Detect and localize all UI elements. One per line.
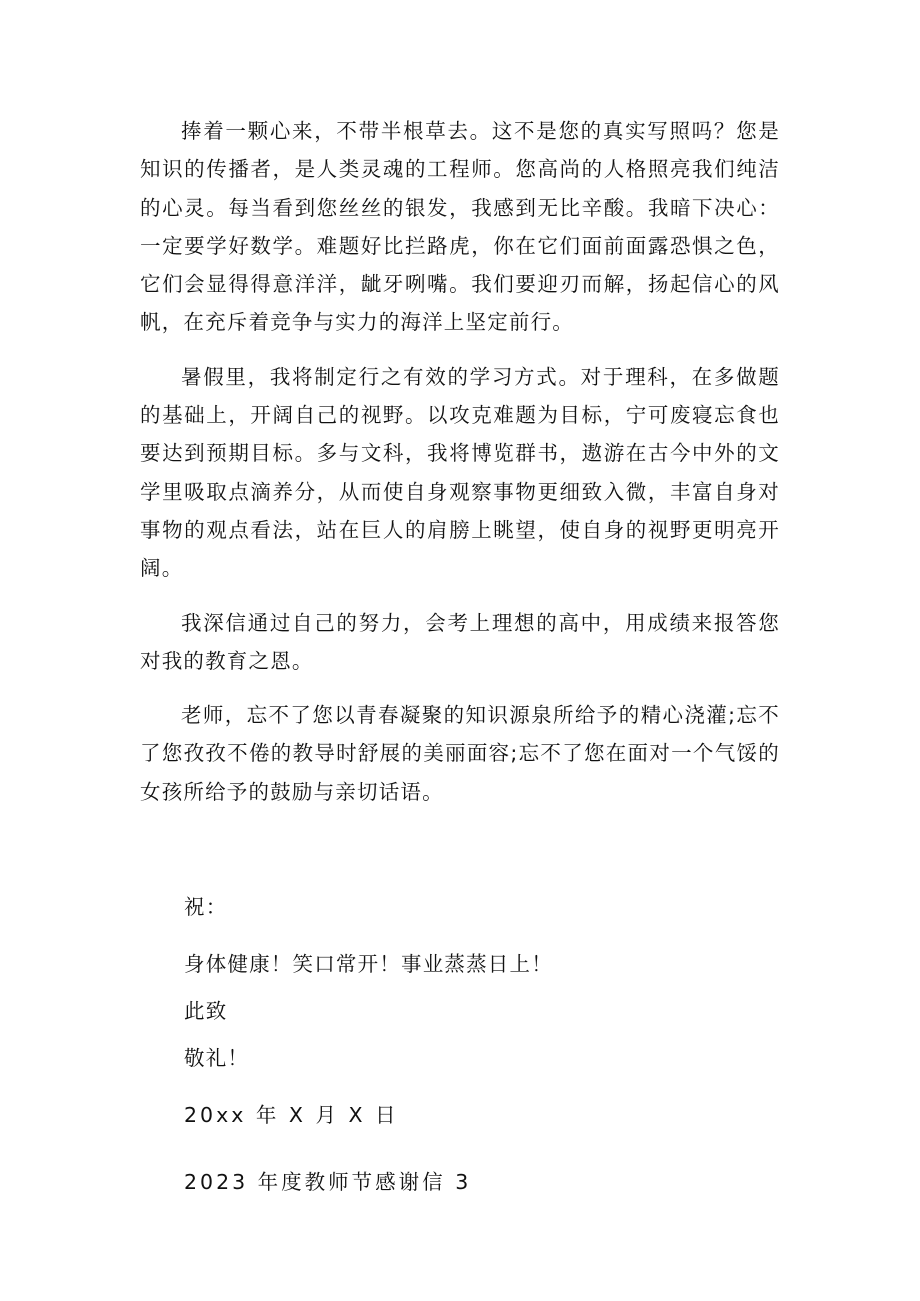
letter-date: 20xx 年 X 月 X 日	[184, 1103, 399, 1127]
next-section-title: 2023 年度教师节感谢信 3	[184, 1170, 472, 1194]
letter-body	[140, 112, 780, 827]
paragraph-2: 暑假里，我将制定行之有效的学习方式。对于理科，在多做题的基础上，开阔自己的视野。以攻克难题为目标，宁可废寝忘食也要达到预期目标。多与文科，我将博览群书，遨游在古今中外的文学里吸取点滴养分，从而使自身观察事物更细致入微，丰富自身对事物的观点看法，站在巨人的肩膀上眺望，使自身的视野更明亮开阔。	[140, 364, 780, 581]
paragraph-1: 捧着一颗心来，不带半根草去。这不是您的真实写照吗？您是知识的传播者，是人类灵魂的工程师。您高尚的人格照亮我们纯洁的心灵。每当看到您丝丝的银发，我感到无比辛酸。我暗下决心：一定要学好数学。难题好比拦路虎，你在它们面前面露恐惧之色，它们会显得得意洋洋，龇牙咧嘴。我们要迎刃而解，扬起信心的风帆，在充斥着竞争与实力的海洋上坚定前行。	[140, 119, 780, 335]
paragraph-3: 我深信通过自己的努力，会考上理想的高中，用成绩来报答您对我的教育之恩。	[140, 610, 780, 673]
closing-respect: 敬礼！	[184, 1046, 250, 1070]
wish-text: 身体健康！笑口常开！事业蒸蒸日上！	[184, 952, 553, 976]
wish-label: 祝：	[184, 895, 228, 919]
closing-salutation: 此致	[184, 999, 228, 1023]
paragraph-4: 老师，忘不了您以青春凝聚的知识源泉所给予的精心浇灌;忘不了您孜孜不倦的教导时舒展的美丽面容;忘不了您在面对一个气馁的女孩所给予的鼓励与亲切话语。	[140, 703, 780, 804]
